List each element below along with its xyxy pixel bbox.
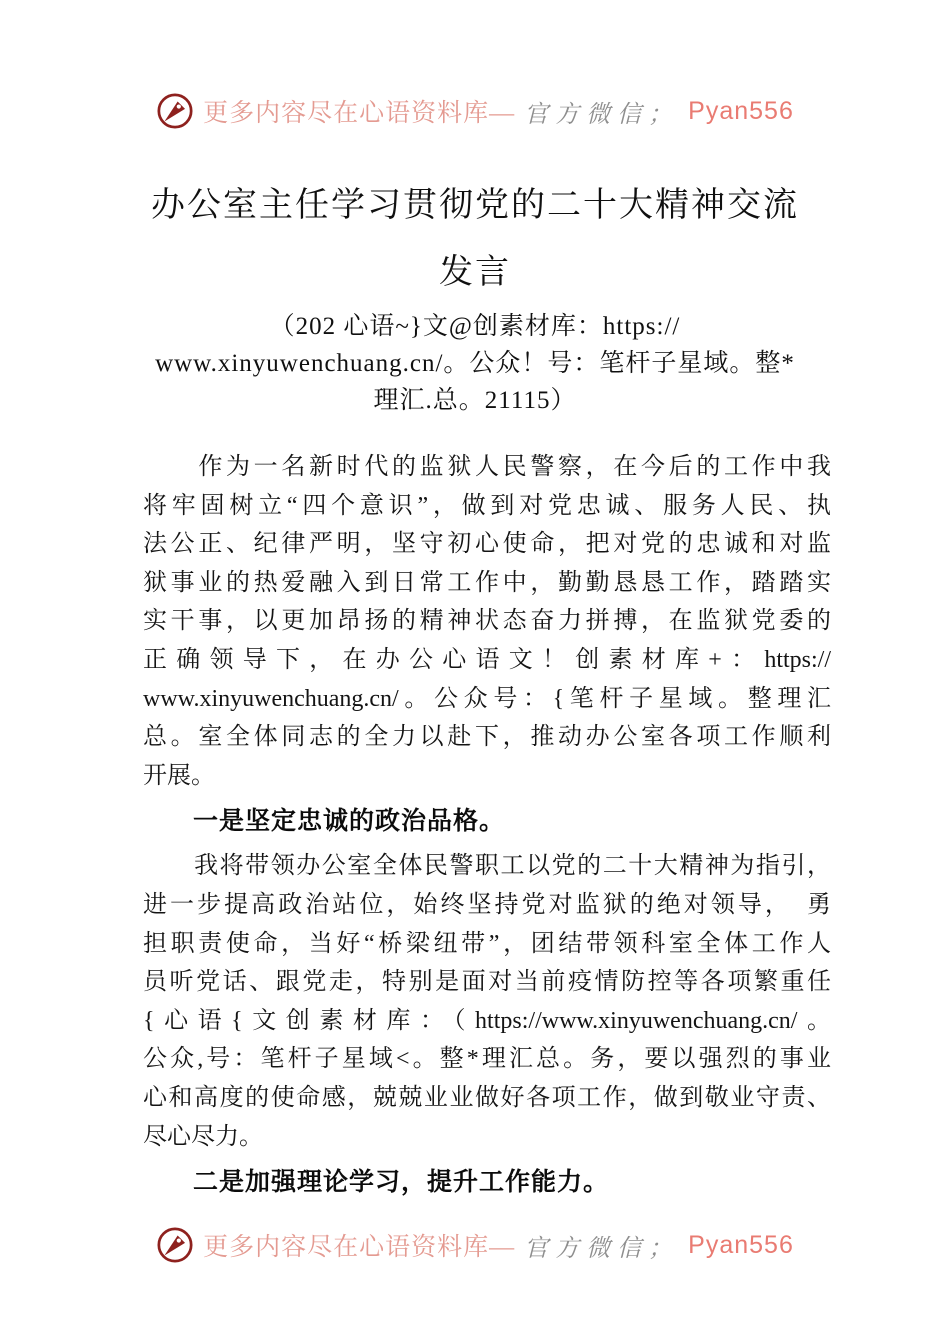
text-line: 员听党话、跟党走，特别是面对当前疫情防控等各项繁重任	[143, 969, 831, 996]
text-line: 理汇.总。21115）	[373, 387, 577, 414]
text-line: 办公室主任学习贯彻党的二十大精神交流	[151, 187, 799, 224]
text-line: 将牢固树立“四个意识”，做到对党忠诚、服务人民、执	[143, 492, 831, 519]
section-heading-1: 一是坚定忠诚的政治品格。	[193, 807, 506, 836]
text-line: 实干事，以更加昂扬的精神状态奋力拼搏，在监狱党委的	[143, 608, 831, 635]
text-line: www.xinyuwenchuang.cn/。公众号：{笔杆子星域。整理汇	[143, 685, 831, 712]
text-line: 发言	[439, 254, 511, 291]
paragraph-2	[143, 847, 831, 1156]
text-line: 开展。	[143, 762, 215, 789]
watermark-header	[0, 92, 950, 130]
document-body	[143, 448, 831, 1208]
text-line: 进一步提高政治站位，始终坚持党对监狱的绝对领导， 勇	[143, 891, 831, 918]
text-line: www.xinyuwenchuang.cn/。公众！号：笔杆子星域。整*	[155, 350, 795, 377]
watermark-wechat-id: Pyan556	[688, 96, 794, 125]
watermark-phrase: 更多内容尽在心语资料库—	[203, 1234, 516, 1261]
watermark-wechat-label: 官方微信；	[524, 1235, 680, 1262]
text-line: 狱事业的热爱融入到日常工作中，勤勤恳恳工作，踏踏实	[143, 569, 831, 596]
document-title	[110, 172, 840, 306]
watermark-footer	[0, 1226, 950, 1264]
text-line: {心语{文创素材库：（https://www.xinyuwenchuang.cn/。	[143, 1007, 831, 1034]
text-line: 总。室全体同志的全力以赴下，推动办公室各项工作顺利	[143, 724, 831, 751]
watermark-phrase: 更多内容尽在心语资料库—	[203, 100, 516, 127]
section-heading-2: 二是加强理论学习，提升工作能力。	[193, 1168, 610, 1197]
pen-nib-logo-icon	[156, 92, 194, 130]
pen-nib-logo-icon	[156, 1226, 194, 1264]
text-line: 正确领导下，在办公心语文！创素材库+：https://	[143, 646, 831, 673]
text-line: 心和高度的使命感，兢兢业业做好各项工作，做到敬业守责、	[143, 1084, 831, 1111]
text-line: 担职责使命，当好“桥梁纽带”，团结带领科室全体工作人	[143, 930, 831, 957]
watermark-wechat-label: 官方微信；	[524, 101, 680, 128]
watermark-wechat-id: Pyan556	[688, 1230, 794, 1259]
paragraph-1	[143, 448, 831, 795]
source-note	[95, 308, 855, 419]
text-line: 我将带领办公室全体民警职工以党的二十大精神为指引，	[143, 853, 831, 880]
text-line: 尽心尽力。	[143, 1123, 263, 1150]
text-line: 作为一名新时代的监狱人民警察，在今后的工作中我	[143, 454, 831, 480]
text-line: 公众,号：笔杆子星域<。整*理汇总。务，要以强烈的事业	[143, 1046, 831, 1073]
text-line: （202 心语~}文@创素材库：https://	[269, 313, 681, 340]
text-line: 法公正、纪律严明，坚守初心使命，把对党的忠诚和对监	[143, 531, 831, 558]
